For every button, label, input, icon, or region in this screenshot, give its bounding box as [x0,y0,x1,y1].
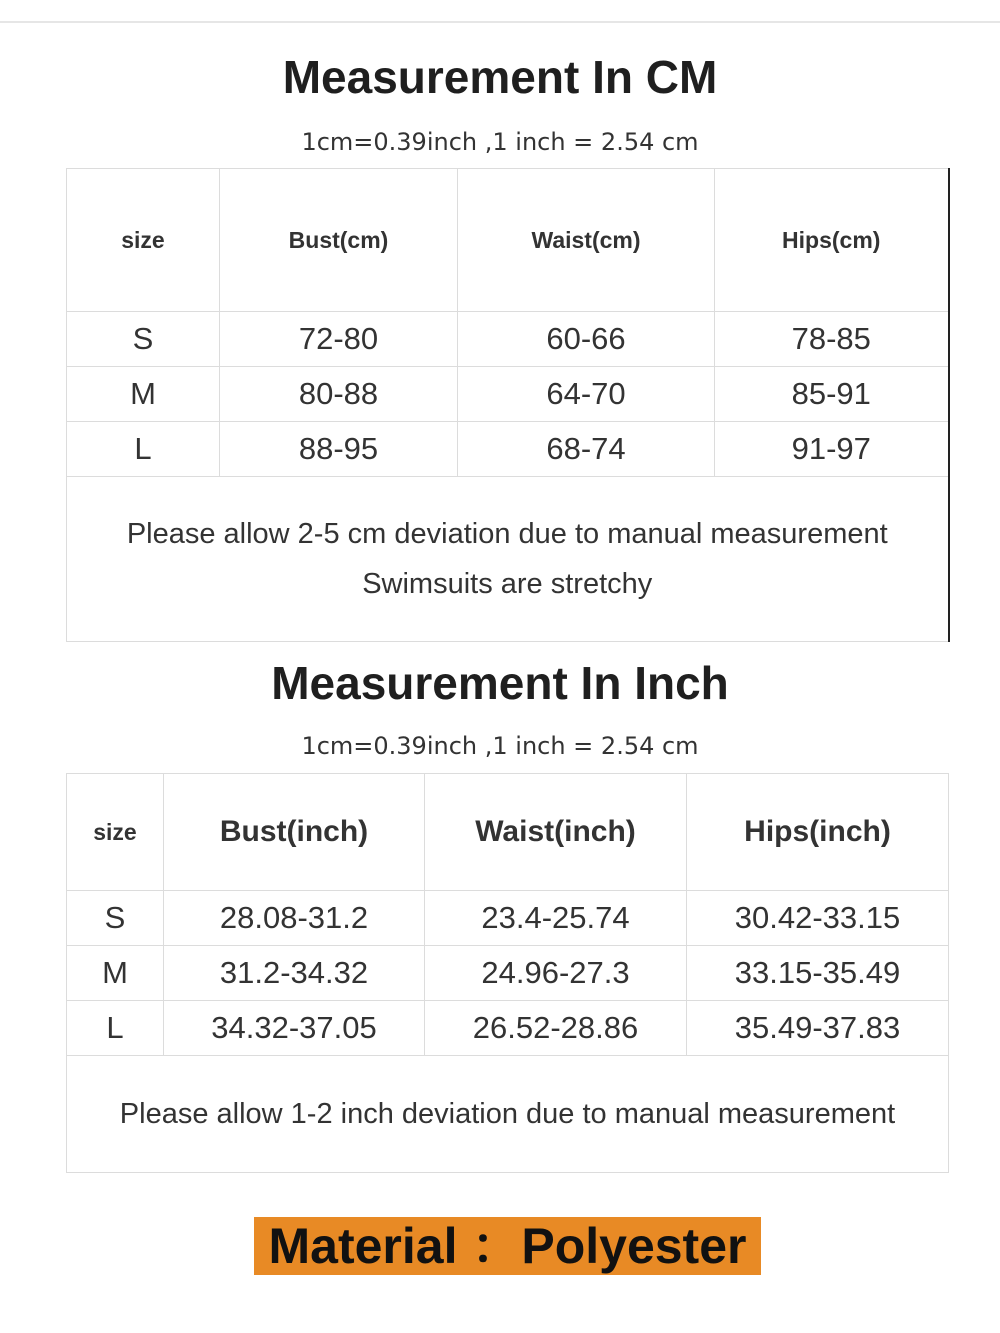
inch-size-table [66,773,949,1173]
size-cell: M [67,946,164,1001]
header-waist: Waist(cm) [458,169,715,312]
waist-cell: 64-70 [458,367,715,422]
table-row [67,891,949,946]
header-bust: Bust(inch) [164,774,425,891]
hips-cell: 30.42-33.15 [687,891,949,946]
bust-cell: 31.2-34.32 [164,946,425,1001]
hips-cell: 35.49-37.83 [687,1001,949,1056]
cm-size-table [66,168,950,642]
inch-conversion-note: 1cm=0.39inch ,1 inch = 2.54 cm [301,732,699,760]
table-note-row [67,477,949,642]
size-cell: L [67,422,220,477]
header-size: size [67,169,220,312]
table-row [67,367,949,422]
deviation-note-cell [67,477,949,642]
cm-conversion-note: 1cm=0.39inch ,1 inch = 2.54 cm [301,128,699,156]
inch-deviation-note: Please allow 1-2 inch deviation due to manual measurement [119,1098,896,1130]
waist-cell: 60-66 [458,312,715,367]
size-cell: S [67,312,220,367]
bust-cell: 34.32-37.05 [164,1001,425,1056]
bust-cell: 88-95 [220,422,458,477]
stretchy-note: Swimsuits are stretchy [362,568,653,600]
bust-cell: 80-88 [220,367,458,422]
table-row [67,946,949,1001]
size-cell: L [67,1001,164,1056]
waist-cell: 68-74 [458,422,715,477]
hips-cell: 85-91 [715,367,949,422]
hips-cell: 33.15-35.49 [687,946,949,1001]
bust-cell: 72-80 [220,312,458,367]
hips-cell: 91-97 [715,422,949,477]
size-cell: M [67,367,220,422]
table-row [67,312,949,367]
cm-deviation-note: Please allow 2-5 cm deviation due to manual measurement [126,518,888,550]
header-waist: Waist(inch) [425,774,687,891]
table-row [67,1001,949,1056]
header-size: size [67,774,164,891]
inch-section-title: Measurement In Inch [271,657,729,709]
material-label: Material ：Polyester [254,1217,761,1275]
table-note-row [67,1056,949,1173]
waist-cell: 24.96-27.3 [425,946,687,1001]
header-bust: Bust(cm) [220,169,458,312]
header-hips: Hips(inch) [687,774,949,891]
header-hips: Hips(cm) [715,169,949,312]
hips-cell: 78-85 [715,312,949,367]
bust-cell: 28.08-31.2 [164,891,425,946]
deviation-note-cell [67,1056,949,1173]
table-row [67,422,949,477]
size-cell: S [67,891,164,946]
cm-section-title: Measurement In CM [282,51,718,103]
table-header-row [67,774,949,891]
waist-cell: 23.4-25.74 [425,891,687,946]
top-divider [0,21,1000,23]
table-header-row [67,169,949,312]
waist-cell: 26.52-28.86 [425,1001,687,1056]
